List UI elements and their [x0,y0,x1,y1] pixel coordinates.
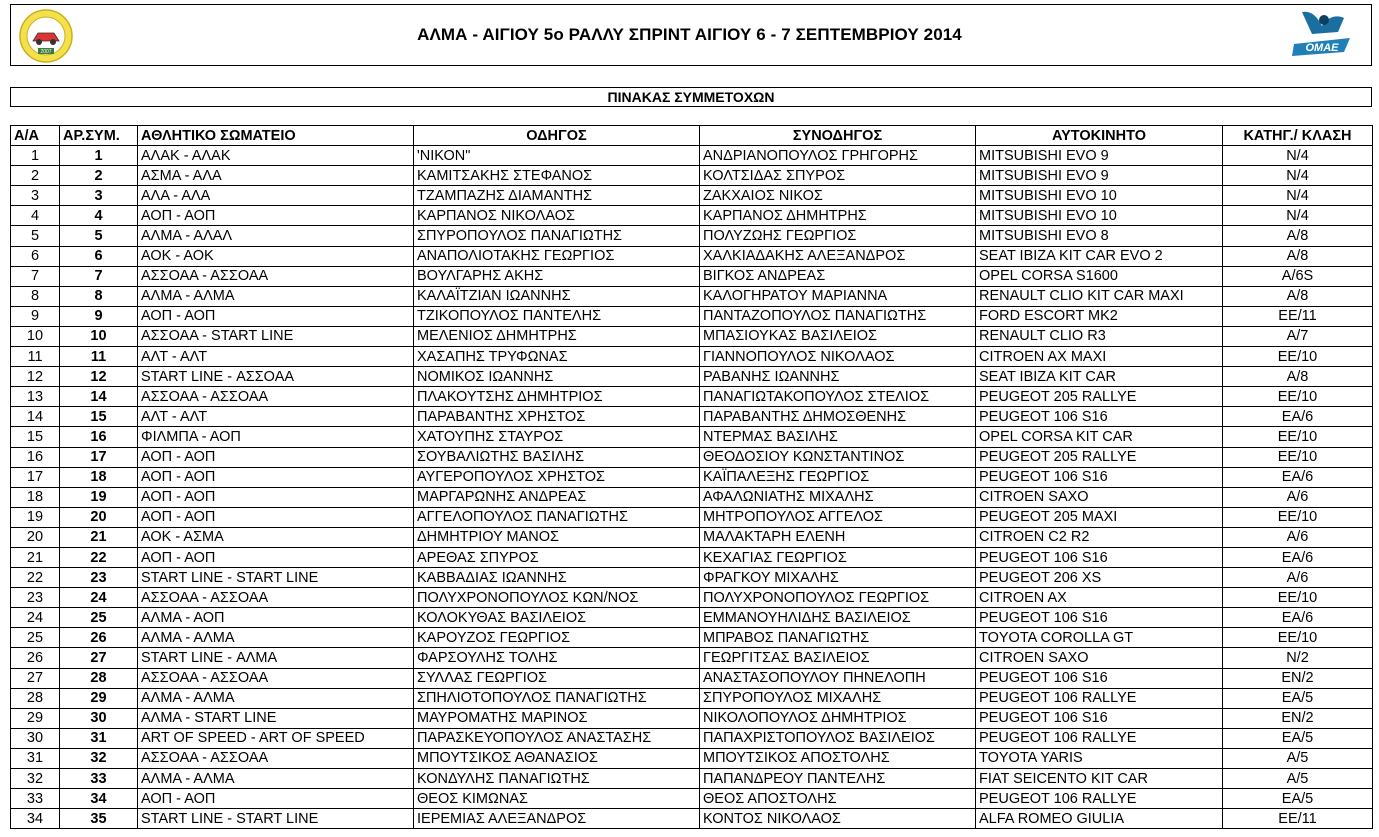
row-driver: ΠΑΡΑΣΚΕΥΟΠΟΥΛΟΣ ΑΝΑΣΤΑΣΗΣ [414,728,700,748]
row-entry-number: 32 [60,748,138,768]
col-class-header: ΚΑΤΗΓ./ ΚΛΑΣΗ [1223,126,1373,146]
row-club: ΑΣΣΟΑΑ - ΑΣΣΟΑΑ [138,266,414,286]
row-codriver: ΑΝΔΡΙΑΝΟΠΟΥΛΟΣ ΓΡΗΓΟΡΗΣ [700,146,976,166]
row-class: N/4 [1223,166,1373,186]
row-driver: ΠΟΛΥΧΡΟΝΟΠΟΥΛΟΣ ΚΩΝ/ΝΟΣ [414,588,700,608]
row-club: ΑΟΠ - ΑΟΠ [138,487,414,507]
row-class: N/4 [1223,146,1373,166]
row-club: START LINE - ΑΛΜΑ [138,648,414,668]
row-driver: ΔΗΜΗΤΡΙΟΥ ΜΑΝΟΣ [414,527,700,547]
table-row [11,186,1373,206]
row-driver: ΜΑΡΓΑΡΩΝΗΣ ΑΝΔΡΕΑΣ [414,487,700,507]
table-row [11,789,1373,809]
row-aa: 15 [11,427,60,447]
row-car: SEAT IBIZA KIT CAR EVO 2 [976,246,1223,266]
row-club: ΑΟΠ - ΑΟΠ [138,789,414,809]
table-row [11,507,1373,527]
row-aa: 25 [11,628,60,648]
row-codriver: ΜΠΡΑΒΟΣ ΠΑΝΑΓΙΩΤΗΣ [700,628,976,648]
row-codriver: ΚΑΪΠΑΛΕΞΗΣ ΓΕΩΡΓΙΟΣ [700,467,976,487]
row-car: OPEL CORSA KIT CAR [976,427,1223,447]
row-codriver: ΘΕΟΣ ΑΠΟΣΤΟΛΗΣ [700,789,976,809]
row-codriver: ΚΟΝΤΟΣ ΝΙΚΟΛΑΟΣ [700,809,976,829]
row-club: ΑΟΠ - ΑΟΠ [138,547,414,567]
row-entry-number: 28 [60,668,138,688]
row-car: PEUGEOT 206 XS [976,568,1223,588]
row-class: ΕΕ/10 [1223,447,1373,467]
table-row [11,628,1373,648]
table-row [11,387,1373,407]
row-driver: ΚΑΡΟΥΖΟΣ ΓΕΩΡΓΙΟΣ [414,628,700,648]
row-class: A/7 [1223,326,1373,346]
row-aa: 30 [11,728,60,748]
row-codriver: ΒΙΓΚΟΣ ΑΝΔΡΕΑΣ [700,266,976,286]
row-driver: ΑΓΓΕΛΟΠΟΥΛΟΣ ΠΑΝΑΓΙΩΤΗΣ [414,507,700,527]
row-driver: ΚΑΜΙΤΣΑΚΗΣ ΣΤΕΦΑΝΟΣ [414,166,700,186]
row-aa: 33 [11,789,60,809]
row-entry-number: 29 [60,688,138,708]
row-aa: 22 [11,568,60,588]
row-club: START LINE - ΑΣΣΟΑΑ [138,367,414,387]
col-codriver-header: ΣΥΝΟΔΗΓΟΣ [700,126,976,146]
row-entry-number: 1 [60,146,138,166]
row-aa: 24 [11,608,60,628]
row-aa: 29 [11,708,60,728]
row-codriver: ΑΦΑΛΩΝΙΑΤΗΣ ΜΙΧΑΛΗΣ [700,487,976,507]
row-class: A/6 [1223,568,1373,588]
row-club: START LINE - START LINE [138,568,414,588]
row-club: ΑΣΜΑ - ΑΛΑ [138,166,414,186]
row-car: MITSUBISHI EVO 8 [976,226,1223,246]
row-aa: 21 [11,547,60,567]
row-class: A/5 [1223,748,1373,768]
table-row [11,688,1373,708]
omae-logo-text: OMAE [1305,42,1339,54]
table-row [11,588,1373,608]
table-row [11,286,1373,306]
row-driver: ΝΟΜΙΚΟΣ ΙΩΑΝΝΗΣ [414,367,700,387]
row-aa: 18 [11,487,60,507]
row-club: ΑΟΠ - ΑΟΠ [138,507,414,527]
row-class: ΕΕ/11 [1223,809,1373,829]
row-driver: ΜΑΥΡΟΜΑΤΗΣ ΜΑΡΙΝΟΣ [414,708,700,728]
row-codriver: ΠΑΝΤΑΖΟΠΟΥΛΟΣ ΠΑΝΑΓΙΩΤΗΣ [700,306,976,326]
row-club: ΑΛΜΑ - ΑΟΠ [138,608,414,628]
row-car: PEUGEOT 106 S16 [976,407,1223,427]
row-entry-number: 27 [60,648,138,668]
row-entry-number: 17 [60,447,138,467]
table-row [11,166,1373,186]
table-row [11,427,1373,447]
row-entry-number: 21 [60,527,138,547]
row-aa: 5 [11,226,60,246]
col-entry-number-header: ΑΡ.ΣΥΜ. [60,126,138,146]
row-driver: ΧΑΣΑΠΗΣ ΤΡΥΦΩΝΑΣ [414,347,700,367]
col-club-header: ΑΘΛΗΤΙΚΟ ΣΩΜΑΤΕΙΟ [138,126,414,146]
row-car: PEUGEOT 205 RALLYE [976,387,1223,407]
row-car: PEUGEOT 106 S16 [976,708,1223,728]
row-aa: 16 [11,447,60,467]
table-row [11,708,1373,728]
row-class: ΕΑ/5 [1223,688,1373,708]
event-title: ΑΛΜΑ - ΑΙΓΙΟΥ 5ο ΡΑΛΛΥ ΣΠΡΙΝΤ ΑΙΓΙΟΥ 6 - 7 ΣΕΠΤΕΜΒΡΙΟΥ 2014 [417,25,962,44]
row-club: ΑΟΠ - ΑΟΠ [138,306,414,326]
table-row [11,146,1373,166]
row-class: ΕΕ/10 [1223,347,1373,367]
row-class: ΕΑ/5 [1223,789,1373,809]
table-row [11,728,1373,748]
row-entry-number: 3 [60,186,138,206]
table-row [11,447,1373,467]
row-codriver: ΚΑΛΟΓΗΡΑΤΟΥ ΜΑΡΙΑΝΝΑ [700,286,976,306]
row-entry-number: 9 [60,306,138,326]
row-car: FIAT SEICENTO KIT CAR [976,769,1223,789]
row-car: PEUGEOT 106 RALLYE [976,728,1223,748]
row-codriver: ΠΟΛΥΧΡΟΝΟΠΟΥΛΟΣ ΓΕΩΡΓΙΟΣ [700,588,976,608]
row-driver: ΠΑΡΑΒΑΝΤΗΣ ΧΡΗΣΤΟΣ [414,407,700,427]
table-row [11,246,1373,266]
row-aa: 31 [11,748,60,768]
row-driver: ΦΑΡΣΟΥΛΗΣ ΤΟΛΗΣ [414,648,700,668]
row-class: A/6 [1223,487,1373,507]
row-aa: 20 [11,527,60,547]
row-entry-number: 7 [60,266,138,286]
row-aa: 4 [11,206,60,226]
row-driver: ΣΥΛΛΑΣ ΓΕΩΡΓΙΟΣ [414,668,700,688]
row-codriver: ΜΠΑΣΙΟΥΚΑΣ ΒΑΣΙΛΕΙΟΣ [700,326,976,346]
row-codriver: ΘΕΟΔΟΣΙΟΥ ΚΩΝΣΤΑΝΤΙΝΟΣ [700,447,976,467]
row-class: A/8 [1223,367,1373,387]
table-row [11,367,1373,387]
row-car: MITSUBISHI EVO 10 [976,186,1223,206]
row-class: N/4 [1223,186,1373,206]
row-car: TOYOTA YARIS [976,748,1223,768]
row-codriver: ΕΜΜΑΝΟΥΗΛΙΔΗΣ ΒΑΣΙΛΕΙΟΣ [700,608,976,628]
row-club: ΑΣΣΟΑΑ - ΑΣΣΟΑΑ [138,668,414,688]
row-driver: ΘΕΟΣ ΚΙΜΩΝΑΣ [414,789,700,809]
row-driver: ΣΠΗΛΙΟΤΟΠΟΥΛΟΣ ΠΑΝΑΓΙΩΤΗΣ [414,688,700,708]
row-driver: ΜΕΛΕΝΙΟΣ ΔΗΜΗΤΡΗΣ [414,326,700,346]
row-club: ΑΣΣΟΑΑ - ΑΣΣΟΑΑ [138,387,414,407]
row-car: ALFA ROMEO GIULIA [976,809,1223,829]
row-club: ΑΛΤ - ΑΛΤ [138,347,414,367]
row-car: PEUGEOT 205 RALLYE [976,447,1223,467]
row-car: RENAULT CLIO KIT CAR MAXI [976,286,1223,306]
row-car: MITSUBISHI EVO 10 [976,206,1223,226]
table-row [11,608,1373,628]
row-codriver: ΠΑΠΑΝΔΡΕΟΥ ΠΑΝΤΕΛΗΣ [700,769,976,789]
row-aa: 28 [11,688,60,708]
table-row [11,487,1373,507]
row-driver: ΠΛΑΚΟΥΤΣΗΣ ΔΗΜΗΤΡΙΟΣ [414,387,700,407]
row-car: MITSUBISHI EVO 9 [976,166,1223,186]
row-car: PEUGEOT 205 MAXI [976,507,1223,527]
row-entry-number: 15 [60,407,138,427]
row-car: CITROEN AX [976,588,1223,608]
row-class: A/8 [1223,246,1373,266]
row-car: CITROEN AX MAXI [976,347,1223,367]
table-row [11,748,1373,768]
row-class: ΕΕ/10 [1223,427,1373,447]
row-codriver: ΠΑΝΑΓΙΩΤΑΚΟΠΟΥΛΟΣ ΣΤΕΛΙΟΣ [700,387,976,407]
row-entry-number: 6 [60,246,138,266]
row-driver: 'ΝΙΚΟΝ" [414,146,700,166]
row-car: CITROEN SAXO [976,648,1223,668]
row-codriver: ΠΟΛΥΖΩΗΣ ΓΕΩΡΓΙΟΣ [700,226,976,246]
row-aa: 12 [11,367,60,387]
row-club: ΑΟΠ - ΑΟΠ [138,447,414,467]
row-car: RENAULT CLIO R3 [976,326,1223,346]
row-entry-number: 10 [60,326,138,346]
row-entry-number: 22 [60,547,138,567]
row-class: A/8 [1223,286,1373,306]
table-body [11,146,1373,829]
row-aa: 8 [11,286,60,306]
row-aa: 3 [11,186,60,206]
row-car: PEUGEOT 106 RALLYE [976,688,1223,708]
row-codriver: ΑΝΑΣΤΑΣΟΠΟΥΛΟΥ ΠΗΝΕΛΟΠΗ [700,668,976,688]
row-car: PEUGEOT 106 RALLYE [976,789,1223,809]
row-codriver: ΠΑΠΑΧΡΙΣΤΟΠΟΥΛΟΣ ΒΑΣΙΛΕΙΟΣ [700,728,976,748]
row-driver: ΑΡΕΘΑΣ ΣΠΥΡΟΣ [414,547,700,567]
row-entry-number: 34 [60,789,138,809]
row-entry-number: 23 [60,568,138,588]
row-car: SEAT IBIZA KIT CAR [976,367,1223,387]
row-class: A/8 [1223,226,1373,246]
row-car: OPEL CORSA S1600 [976,266,1223,286]
row-entry-number: 25 [60,608,138,628]
row-class: A/6 [1223,527,1373,547]
row-codriver: ΚΟΛΤΣΙΔΑΣ ΣΠΥΡΟΣ [700,166,976,186]
row-car: TOYOTA COROLLA GT [976,628,1223,648]
row-club: ΑΛΑΚ - ΑΛΑΚ [138,146,414,166]
row-class: N/4 [1223,206,1373,226]
logo-year: 2007 [40,49,52,55]
table-row [11,527,1373,547]
row-entry-number: 30 [60,708,138,728]
row-entry-number: 11 [60,347,138,367]
row-car: PEUGEOT 106 S16 [976,547,1223,567]
row-car: PEUGEOT 106 S16 [976,608,1223,628]
row-club: ΑΣΣΟΑΑ - START LINE [138,326,414,346]
row-class: N/2 [1223,648,1373,668]
table-row [11,467,1373,487]
table-row [11,347,1373,367]
row-driver: ΣΠΥΡΟΠΟΥΛΟΣ ΠΑΝΑΓΙΩΤΗΣ [414,226,700,246]
row-class: A/5 [1223,769,1373,789]
row-class: ΕΕ/11 [1223,306,1373,326]
row-aa: 10 [11,326,60,346]
row-driver: ΚΑΡΠΑΝΟΣ ΝΙΚΟΛΑΟΣ [414,206,700,226]
row-entry-number: 31 [60,728,138,748]
row-driver: ΚΑΒΒΑΔΙΑΣ ΙΩΑΝΝΗΣ [414,568,700,588]
row-aa: 26 [11,648,60,668]
row-aa: 32 [11,769,60,789]
row-club: ΑΛΜΑ - ΑΛΜΑ [138,688,414,708]
table-row [11,266,1373,286]
col-aa-header: Α/Α [11,126,60,146]
row-class: ΕΝ/2 [1223,708,1373,728]
row-aa: 1 [11,146,60,166]
table-row [11,326,1373,346]
row-driver: ΚΟΝΔΥΛΗΣ ΠΑΝΑΓΙΩΤΗΣ [414,769,700,789]
row-entry-number: 33 [60,769,138,789]
row-club: ΑΟΚ - ΑΣΜΑ [138,527,414,547]
row-aa: 13 [11,387,60,407]
row-aa: 7 [11,266,60,286]
row-codriver: ΓΙΑΝΝΟΠΟΥΛΟΣ ΝΙΚΟΛΑΟΣ [700,347,976,367]
row-codriver: ΖΑΚΧΑΙΟΣ ΝΙΚΟΣ [700,186,976,206]
row-class: ΕΕ/10 [1223,387,1373,407]
row-aa: 34 [11,809,60,829]
row-club: ΑΟΠ - ΑΟΠ [138,206,414,226]
row-driver: ΜΠΟΥΤΣΙΚΟΣ ΑΘΑΝΑΣΙΟΣ [414,748,700,768]
row-club: ΑΣΣΟΑΑ - ΑΣΣΟΑΑ [138,588,414,608]
row-class: ΕΑ/6 [1223,547,1373,567]
row-codriver: ΠΑΡΑΒΑΝΤΗΣ ΔΗΜΟΣΘΕΝΗΣ [700,407,976,427]
row-codriver: ΡΑΒΑΝΗΣ ΙΩΑΝΝΗΣ [700,367,976,387]
entry-list-table [10,125,1373,829]
row-entry-number: 8 [60,286,138,306]
table-row [11,668,1373,688]
row-entry-number: 2 [60,166,138,186]
row-club: START LINE - START LINE [138,809,414,829]
row-club: ΑΣΣΟΑΑ - ΑΣΣΟΑΑ [138,748,414,768]
row-entry-number: 4 [60,206,138,226]
row-driver: ΑΥΓΕΡΟΠΟΥΛΟΣ ΧΡΗΣΤΟΣ [414,467,700,487]
row-driver: ΒΟΥΛΓΑΡΗΣ ΑΚΗΣ [414,266,700,286]
table-row [11,407,1373,427]
row-class: A/6S [1223,266,1373,286]
row-codriver: ΝΙΚΟΛΟΠΟΥΛΟΣ ΔΗΜΗΤΡΙΟΣ [700,708,976,728]
row-codriver: ΝΤΕΡΜΑΣ ΒΑΣΙΛΗΣ [700,427,976,447]
row-club: ΑΛΜΑ - ΑΛΜΑ [138,628,414,648]
row-entry-number: 35 [60,809,138,829]
row-codriver: ΜΠΟΥΤΣΙΚΟΣ ΑΠΟΣΤΟΛΗΣ [700,748,976,768]
row-driver: ΚΟΛΟΚΥΘΑΣ ΒΑΣΙΛΕΙΟΣ [414,608,700,628]
row-class: ΕΑ/6 [1223,608,1373,628]
row-codriver: ΦΡΑΓΚΟΥ ΜΙΧΑΛΗΣ [700,568,976,588]
row-car: CITROEN SAXO [976,487,1223,507]
col-car-header: ΑΥΤΟΚΙΝΗΤΟ [976,126,1223,146]
row-entry-number: 12 [60,367,138,387]
row-aa: 27 [11,668,60,688]
row-codriver: ΓΕΩΡΓΙΤΣΑΣ ΒΑΣΙΛΕΙΟΣ [700,648,976,668]
row-club: ΑΛΜΑ - START LINE [138,708,414,728]
row-driver: ΤΖΙΚΟΠΟΥΛΟΣ ΠΑΝΤΕΛΗΣ [414,306,700,326]
row-entry-number: 16 [60,427,138,447]
row-codriver: ΣΠΥΡΟΠΟΥΛΟΣ ΜΙΧΑΛΗΣ [700,688,976,708]
row-class: ΕΑ/6 [1223,467,1373,487]
row-codriver: ΧΑΛΚΙΑΔΑΚΗΣ ΑΛΕΞΑΝΔΡΟΣ [700,246,976,266]
row-aa: 14 [11,407,60,427]
row-aa: 6 [11,246,60,266]
table-row [11,568,1373,588]
row-club: ΑΛΜΑ - ΑΛΜΑ [138,769,414,789]
row-club: ΑΛΑ - ΑΛΑ [138,186,414,206]
row-club: ΑΟΠ - ΑΟΠ [138,467,414,487]
row-aa: 23 [11,588,60,608]
row-club: ΑΛΜΑ - ΑΛΜΑ [138,286,414,306]
row-driver: ΤΖΑΜΠΑΖΗΣ ΔΙΑΜΑΝΤΗΣ [414,186,700,206]
row-driver: ΚΑΛΑΪΤΖΙΑΝ ΙΩΑΝΝΗΣ [414,286,700,306]
row-aa: 9 [11,306,60,326]
row-club: ΦΙΛΜΠΑ - ΑΟΠ [138,427,414,447]
table-header-row [11,126,1373,146]
row-club: ΑΛΜΑ - ΑΛΑΛ [138,226,414,246]
row-club: ART OF SPEED - ART OF SPEED [138,728,414,748]
row-entry-number: 26 [60,628,138,648]
row-entry-number: 14 [60,387,138,407]
row-class: ΕΕ/10 [1223,628,1373,648]
table-row [11,306,1373,326]
row-aa: 19 [11,507,60,527]
row-class: ΕΝ/2 [1223,668,1373,688]
row-entry-number: 5 [60,226,138,246]
row-codriver: ΚΕΧΑΓΙΑΣ ΓΕΩΡΓΙΟΣ [700,547,976,567]
table-row [11,809,1373,829]
row-codriver: ΜΑΛΑΚΤΑΡΗ ΕΛΕΝΗ [700,527,976,547]
row-entry-number: 18 [60,467,138,487]
row-codriver: ΚΑΡΠΑΝΟΣ ΔΗΜΗΤΡΗΣ [700,206,976,226]
row-club: ΑΟΚ - ΑΟΚ [138,246,414,266]
table-row [11,226,1373,246]
row-entry-number: 20 [60,507,138,527]
row-car: MITSUBISHI EVO 9 [976,146,1223,166]
row-class: ΕΕ/10 [1223,588,1373,608]
col-driver-header: ΟΔΗΓΟΣ [414,126,700,146]
row-aa: 2 [11,166,60,186]
row-aa: 17 [11,467,60,487]
row-driver: ΑΝΑΠΟΛΙΟΤΑΚΗΣ ΓΕΩΡΓΙΟΣ [414,246,700,266]
row-driver: ΧΑΤΟΥΠΗΣ ΣΤΑΥΡΟΣ [414,427,700,447]
table-row [11,769,1373,789]
row-entry-number: 19 [60,487,138,507]
row-codriver: ΜΗΤΡΟΠΟΥΛΟΣ ΑΓΓΕΛΟΣ [700,507,976,527]
row-driver: ΣΟΥΒΑΛΙΩΤΗΣ ΒΑΣΙΛΗΣ [414,447,700,467]
row-car: CITROEN C2 R2 [976,527,1223,547]
table-row [11,648,1373,668]
row-car: PEUGEOT 106 S16 [976,668,1223,688]
entry-list-title: ΠΙΝΑΚΑΣ ΣΥΜΜΕΤΟΧΩΝ [10,87,1372,107]
row-car: PEUGEOT 106 S16 [976,467,1223,487]
row-aa: 11 [11,347,60,367]
row-driver: ΙΕΡΕΜΙΑΣ ΑΛΕΞΑΝΔΡΟΣ [414,809,700,829]
row-class: ΕΑ/6 [1223,407,1373,427]
row-class: ΕΑ/5 [1223,728,1373,748]
row-class: ΕΕ/10 [1223,507,1373,527]
row-car: FORD ESCORT MK2 [976,306,1223,326]
table-row [11,547,1373,567]
table-row [11,206,1373,226]
row-entry-number: 24 [60,588,138,608]
row-club: ΑΛΤ - ΑΛΤ [138,407,414,427]
